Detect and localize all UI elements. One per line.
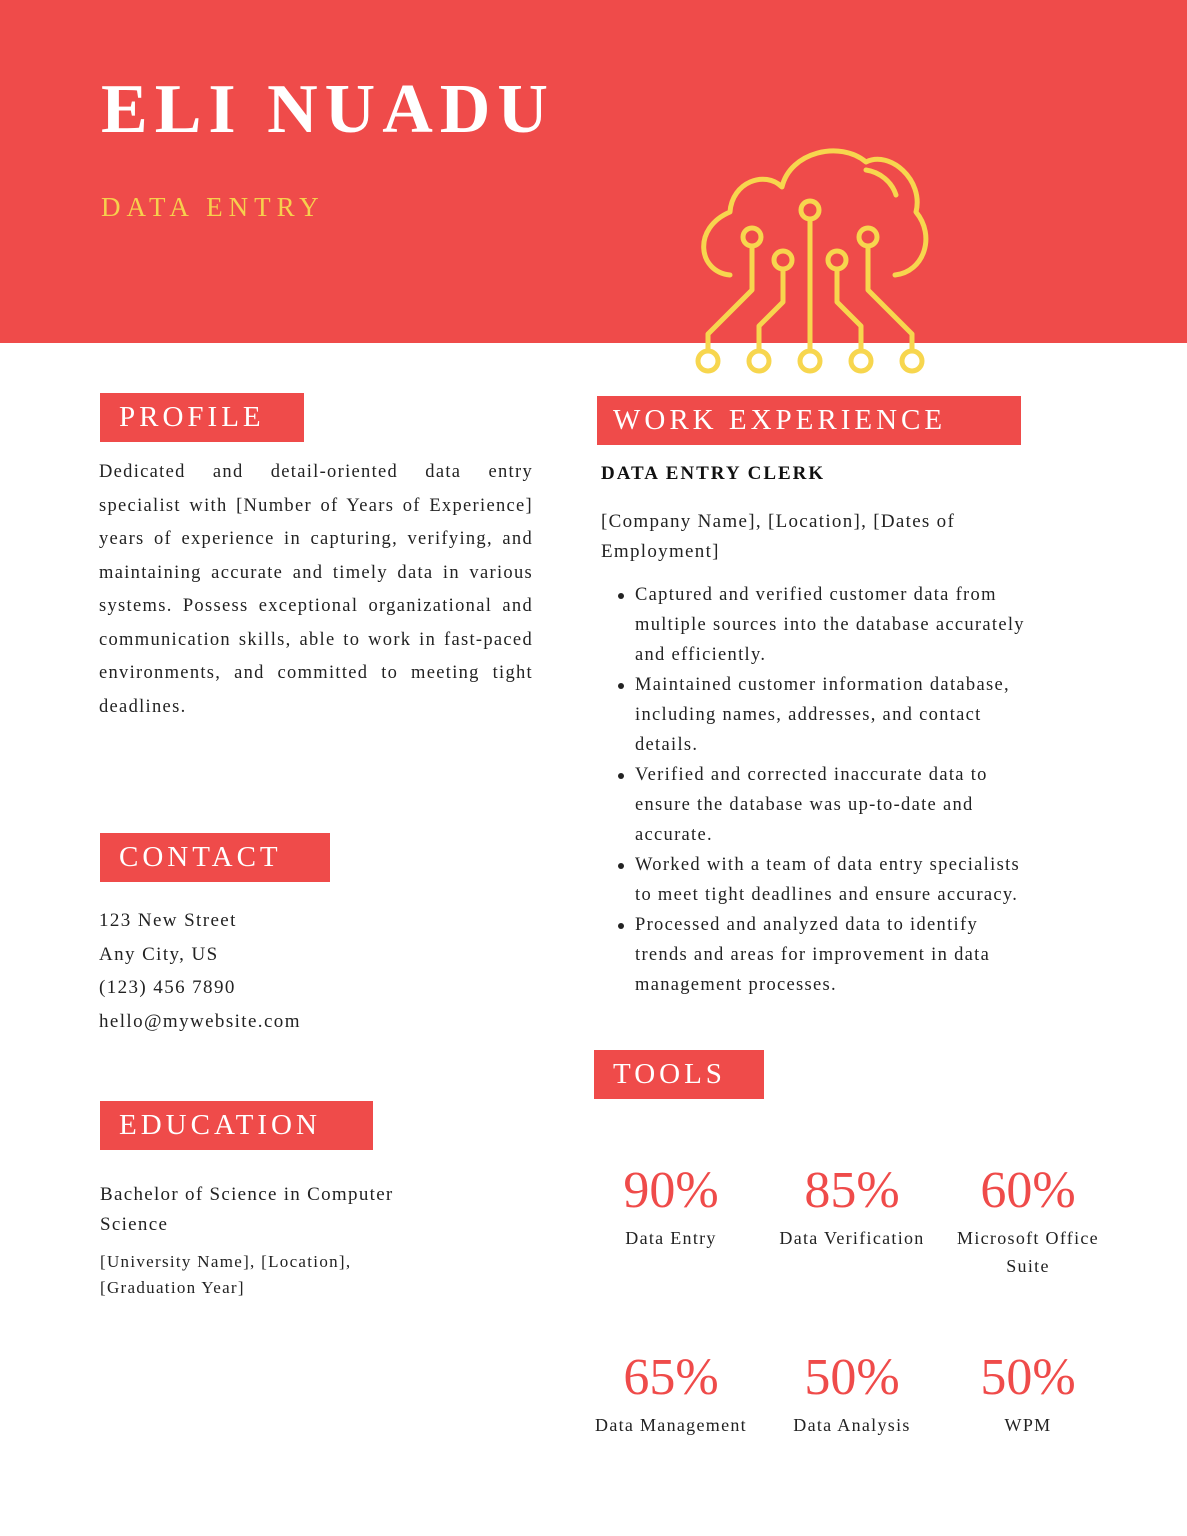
profile-heading: PROFILE <box>100 393 304 442</box>
education-degree: Bachelor of Science in Computer Science <box>100 1184 394 1235</box>
contact-street: 123 New Street <box>99 910 237 931</box>
list-item: Processed and analyzed data to identify trends and areas for improvement in data management processes. <box>635 910 1035 1000</box>
tool-percent: 50% <box>980 1349 1076 1406</box>
education-heading: EDUCATION <box>100 1101 373 1150</box>
profile-summary: Dedicated and detail-oriented data entry specialist with [Number of Years of Experience] years of experience in capturing, verifying, and maintaining accurate and timely data in various systems. Possess exceptional organizational and communication skills, able to work in fast-paced environments, and committed to meeting tight deadlines. <box>99 462 533 717</box>
tool-item <box>762 1349 942 1439</box>
tool-label: Microsoft Office Suite <box>957 1228 1099 1276</box>
job-meta: [Company Name], [Location], [Dates of Employment] <box>601 511 956 562</box>
tool-label: WPM <box>1004 1415 1052 1435</box>
education-school: [University Name], [Location], [Graduation Year] <box>100 1252 352 1297</box>
tool-percent: 85% <box>804 1162 900 1219</box>
tool-item <box>581 1162 761 1252</box>
tool-percent: 60% <box>980 1162 1076 1219</box>
tool-item <box>762 1162 942 1252</box>
tool-percent: 90% <box>623 1162 719 1219</box>
tool-item <box>938 1162 1118 1280</box>
tool-item <box>581 1349 761 1439</box>
candidate-name: ELI NUADU <box>101 71 555 148</box>
job-title: DATA ENTRY CLERK <box>601 463 826 484</box>
contact-heading: CONTACT <box>100 833 330 882</box>
tool-label: Data Verification <box>779 1228 925 1248</box>
job-bullets <box>635 580 1035 1000</box>
contact-phone: (123) 456 7890 <box>99 977 236 998</box>
tool-item <box>938 1349 1118 1439</box>
list-item: Maintained customer information database, including names, addresses, and contact details. <box>635 670 1035 760</box>
tool-label: Data Analysis <box>793 1415 911 1435</box>
tool-percent: 50% <box>804 1349 900 1406</box>
tool-percent: 65% <box>623 1349 719 1406</box>
contact-email: hello@mywebsite.com <box>99 1010 301 1032</box>
cloud-circuit-icon <box>690 140 930 380</box>
contact-city: Any City, US <box>99 943 219 965</box>
header-banner <box>0 0 1187 343</box>
contact-list <box>99 904 301 1038</box>
list-item: Worked with a team of data entry specialists to meet tight deadlines and ensure accuracy. <box>635 850 1035 910</box>
work-heading: WORK EXPERIENCE <box>597 396 1021 445</box>
tool-label: Data Management <box>595 1415 747 1435</box>
tools-heading: TOOLS <box>594 1050 764 1099</box>
list-item: Captured and verified customer data from multiple sources into the database accurately and efficiently. <box>635 580 1035 670</box>
list-item: Verified and corrected inaccurate data to ensure the database was up-to-date and accurate. <box>635 760 1035 850</box>
candidate-role: DATA ENTRY <box>101 192 325 222</box>
tool-label: Data Entry <box>625 1228 717 1248</box>
